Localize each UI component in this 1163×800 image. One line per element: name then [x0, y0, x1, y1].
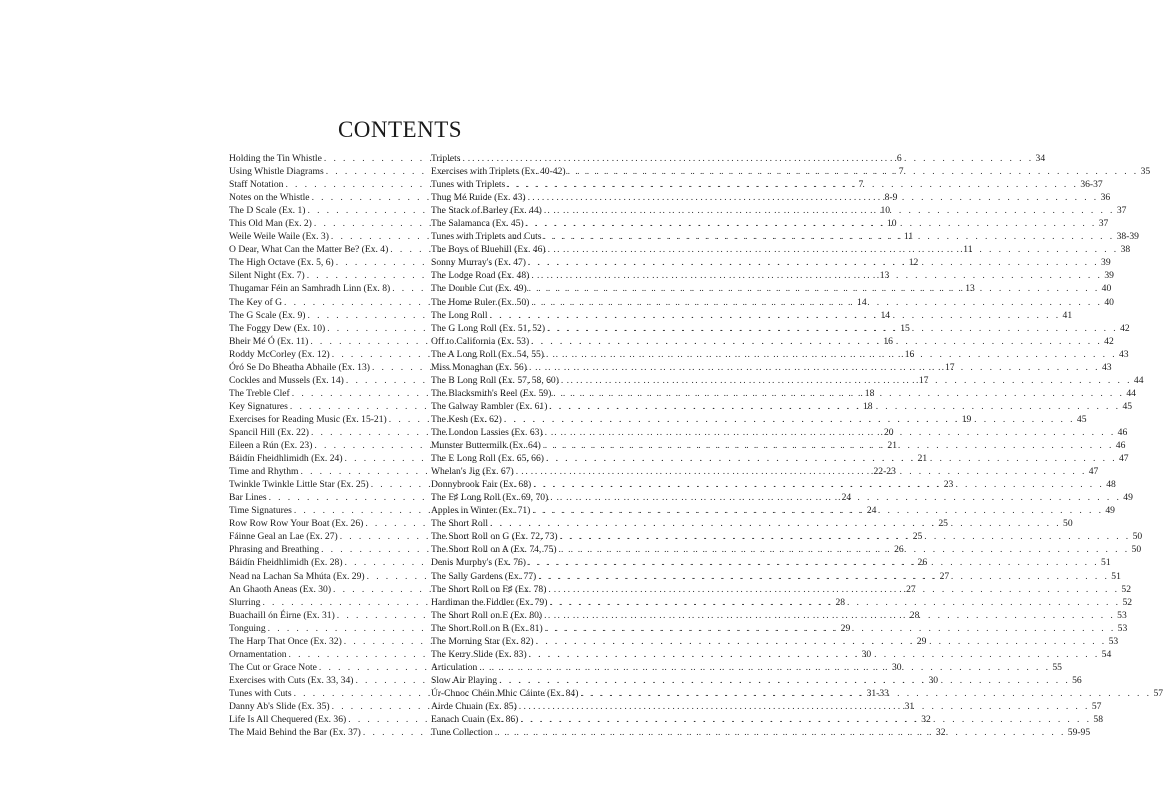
toc-entry-page: 51: [1111, 570, 1121, 582]
toc-entry-page: 24: [866, 505, 877, 517]
toc-entry-page: 26: [917, 557, 928, 569]
toc-entry-page: 29: [840, 622, 851, 634]
dot-leader: [526, 217, 1097, 230]
toc-entry-title: Tunes with Cuts: [229, 687, 292, 699]
toc-entry-page: 37: [1098, 218, 1109, 230]
toc-entry-title: The Harp That Once (Ex. 32): [229, 635, 342, 647]
toc-entry-page: 39: [1104, 270, 1114, 282]
dot-leader: [528, 191, 1099, 204]
dot-leader: [490, 309, 1061, 322]
toc-entry-page: 20: [883, 426, 894, 438]
toc-entry-title: The Foggy Dew (Ex. 10): [229, 322, 326, 334]
toc-entry-title: Weile Weile Waile (Ex. 3): [229, 231, 329, 243]
toc-entry: [431, 152, 1046, 165]
toc-entry-page: 14: [857, 296, 867, 308]
toc-entry-title: Airde Chuain (Ex. 85): [431, 700, 517, 712]
toc-entry-page: 22-23: [873, 466, 896, 478]
toc-entry-title: Exercises with Cuts (Ex. 33, 34): [229, 674, 354, 686]
toc-entry-page: 16: [883, 335, 893, 347]
toc-entry-page: 47: [1088, 466, 1099, 478]
toc-entry-title: Miss Monaghan (Ex. 56): [431, 361, 527, 373]
dot-leader: [548, 583, 1119, 596]
dot-leader: [519, 700, 1090, 713]
toc-entry-page: 36: [1100, 192, 1111, 204]
toc-entry-page: 21: [917, 453, 928, 465]
dot-leader: [580, 687, 1151, 700]
toc-entry-title: The Boys of Bluehill (Ex. 46): [431, 244, 546, 256]
toc-entry-page: 10: [880, 205, 891, 217]
dot-leader: [547, 322, 1118, 335]
toc-entry-page: 21: [887, 440, 897, 452]
toc-entry-page: 53: [1117, 609, 1127, 621]
dot-leader: [561, 374, 1132, 387]
toc-entry-page: 39: [1101, 257, 1111, 269]
toc-entry-title: Nead na Lachan Sa Mhúta (Ex. 29): [229, 570, 365, 582]
toc-entry-title: Buachaill ón Éirne (Ex. 31): [229, 609, 335, 621]
toc-entry-title: Sonny Murray's (Ex. 47): [431, 257, 526, 269]
toc-entry-title: The E Long Roll (Ex. 65, 66): [431, 453, 544, 465]
toc-entry-title: The Cut or Grace Note: [229, 661, 317, 673]
toc-entry-page: 12: [908, 257, 919, 269]
toc-entry-page: 49: [1105, 505, 1115, 517]
toc-entry-page: 52: [1121, 583, 1131, 595]
toc-entry-page: 25: [912, 531, 923, 543]
toc-entry-page: 14: [880, 309, 891, 321]
toc-entry-title: Twinkle Twinkle Little Star (Ex. 25): [229, 479, 369, 491]
toc-entry-title: Tunes with Triplets: [431, 179, 506, 191]
dot-leader: [544, 609, 1115, 622]
dot-leader: [507, 178, 1078, 191]
toc-entry-page: 35: [1140, 166, 1151, 178]
dot-leader: [560, 530, 1131, 543]
toc-entry-page: 42: [1120, 322, 1130, 334]
dot-leader: [495, 726, 1066, 739]
toc-entry-page: 55: [1052, 661, 1062, 673]
toc-entry-page: 37: [1116, 205, 1127, 217]
toc-entry-title: Ornamentation: [229, 648, 287, 660]
toc-entry-title: Cockles and Mussels (Ex. 14): [229, 374, 344, 386]
dot-leader: [531, 269, 1102, 282]
toc-entry-page: 18: [864, 387, 875, 399]
dot-leader: [490, 517, 1061, 530]
toc-entry-title: Bheir Mé Ó (Ex. 11): [229, 335, 309, 347]
toc-entry-title: The Home Ruler (Ex. 50): [431, 296, 530, 308]
toc-entry-title: Denis Murphy's (Ex. 76): [431, 557, 526, 569]
toc-entry-title: Úr-Chnoc Chéin Mhic Cáinte (Ex. 84): [431, 687, 579, 699]
toc-entry-title: Donnybrook Fair (Ex. 68): [431, 479, 532, 491]
dot-leader: [543, 439, 1114, 452]
dot-leader: [504, 413, 1075, 426]
dot-leader: [550, 491, 1121, 504]
dot-leader: [549, 400, 1120, 413]
toc-entry-title: Tune Collection: [431, 727, 493, 739]
toc-entry-title: The Blacksmith's Reel (Ex. 59): [431, 387, 552, 399]
toc-entry-title: Exercises for Reading Music (Ex. 15-21): [229, 413, 387, 425]
toc-entry-title: The G Scale (Ex. 9): [229, 309, 306, 321]
toc-entry-page: 10: [886, 218, 897, 230]
toc-entry-page: 7: [898, 166, 904, 178]
toc-entry-page: 40: [1101, 283, 1112, 295]
dot-leader: [520, 713, 1091, 726]
toc-entry-page: 11: [903, 231, 914, 243]
dot-leader: [463, 152, 1034, 165]
toc-entry-page: 43: [1101, 361, 1112, 373]
toc-entry-title: Apples in Winter (Ex. 71): [431, 505, 531, 517]
toc-entry-page: 27: [906, 583, 916, 595]
toc-entry-title: Staff Notation: [229, 179, 284, 191]
toc-entry-title: The Galway Rambler (Ex. 61): [431, 400, 548, 412]
toc-entry-page: 53: [1117, 622, 1128, 634]
toc-entry-title: Eanach Cuain (Ex. 86): [431, 714, 519, 726]
toc-entry-title: Row Row Row Your Boat (Ex. 26): [229, 518, 364, 530]
toc-entry: [431, 322, 1130, 335]
toc-entry-title: Time Signatures: [229, 505, 292, 517]
toc-entry-title: Triplets: [431, 153, 461, 164]
toc-entry-page: 15: [900, 322, 910, 334]
toc-entry-title: The B Long Roll (Ex. 57, 58, 60): [431, 374, 559, 386]
toc-entry-page: 32: [935, 727, 946, 739]
dot-leader: [568, 165, 1139, 178]
toc-entry-title: This Old Man (Ex. 2): [229, 218, 312, 230]
toc-entry-page: 46: [1115, 440, 1126, 452]
toc-entry-page: 49: [1123, 492, 1133, 504]
toc-entry-page: 13: [965, 283, 975, 295]
toc-entry-title: The F♯ Long Roll (Ex. 69, 70): [431, 492, 549, 504]
toc-entry-page: 48: [1106, 479, 1116, 491]
toc-entry-page: 17: [918, 374, 929, 386]
dot-leader: [532, 504, 1103, 517]
toc-entry-title: The G Long Roll (Ex. 51, 52): [431, 322, 546, 334]
toc-entry-title: Fáinne Geal an Lae (Ex. 27): [229, 531, 338, 543]
toc-entry-page: 50: [1063, 518, 1073, 530]
toc-entry: [431, 165, 1151, 178]
toc-entry-page: 30: [891, 661, 902, 673]
dot-leader: [531, 335, 1102, 348]
toc-entry-title: The Salamanca (Ex. 45): [431, 218, 524, 230]
toc-entry-title: The Kesh (Ex. 62): [431, 413, 502, 425]
toc-entry-page: 46: [1117, 426, 1128, 438]
toc-entry-page: 13: [879, 270, 890, 282]
dot-leader: [545, 426, 1116, 439]
toc-entry-page: 11: [963, 244, 973, 256]
toc-entry-title: Munster Buttermilk (Ex. 64): [431, 440, 541, 452]
toc-entry-title: The Maid Behind the Bar (Ex. 37): [229, 727, 361, 739]
toc-entry-title: The Lodge Road (Ex. 48): [431, 270, 530, 282]
toc-entry-page: 17: [944, 361, 955, 373]
toc-entry-title: Whelan's Jig (Ex. 67): [431, 466, 514, 478]
toc-entry-page: 32: [921, 714, 931, 726]
toc-entry-title: Slurring: [229, 596, 261, 608]
toc-entry-title: Roddy McCorley (Ex. 12): [229, 348, 330, 360]
toc-entry-title: Danny Ab's Slide (Ex. 35): [229, 700, 330, 712]
toc-entry-title: Silent Night (Ex. 7): [229, 270, 305, 282]
page-title: CONTENTS: [337, 117, 463, 142]
toc-entry-page: 8-9: [884, 192, 898, 204]
toc-entry-page: 57: [1091, 700, 1102, 712]
toc-entry-title: Spancil Hill (Ex. 22): [229, 426, 309, 438]
toc-entry-page: 6: [896, 153, 902, 164]
toc-entry-page: 18: [862, 400, 873, 412]
toc-entry-page: 50: [1131, 544, 1142, 556]
toc-entry-page: 31-33: [866, 687, 889, 699]
toc-entry-page: 27: [939, 570, 950, 582]
toc-entry-title: The High Octave (Ex. 5, 6): [229, 257, 334, 269]
toc-entry-page: 40: [1104, 296, 1114, 308]
dot-leader: [499, 674, 1070, 687]
toc-entry-title: Using Whistle Diagrams: [229, 166, 324, 178]
dot-leader: [529, 361, 1100, 374]
toc-entry-page: 56: [1072, 674, 1082, 686]
dot-leader: [479, 661, 1050, 674]
toc-entry-page: 16: [904, 348, 915, 360]
toc-entry-title: O Dear, What Can the Matter Be? (Ex. 4): [229, 244, 389, 256]
toc-entry-title: Hardiman the Fiddler (Ex. 79): [431, 596, 548, 608]
dot-leader: [529, 648, 1100, 661]
toc-entry-page: 19: [961, 413, 972, 425]
toc-entry-page: 53: [1108, 635, 1119, 647]
toc-entry-page: 23: [943, 479, 954, 491]
toc-entry-page: 30: [928, 674, 939, 686]
dot-leader: [553, 387, 1124, 400]
toc-entry-title: Time and Rhythm: [229, 466, 299, 478]
toc-entry-title: An Ghaoth Aneas (Ex. 30): [229, 583, 332, 595]
toc-entry-title: Eileen a Rún (Ex. 23): [229, 440, 313, 452]
toc-entry-title: Key Signatures: [229, 400, 288, 412]
toc-entry-page: 59-95: [1067, 727, 1091, 739]
dot-leader: [536, 635, 1107, 648]
toc-entry-title: The Morning Star (Ex. 82): [431, 635, 534, 647]
toc-entry-title: The Key of G: [229, 296, 283, 308]
toc-entry: [431, 178, 1103, 191]
toc-entry-page: 28: [909, 609, 920, 621]
dot-leader: [528, 556, 1099, 569]
toc-entry-page: 50: [1132, 531, 1143, 543]
toc-entry-page: 25: [938, 518, 948, 530]
toc-entry-title: The A Long Roll (Ex. 54, 55): [431, 348, 544, 360]
dot-leader: [548, 243, 1119, 256]
toc-entry-page: 36-37: [1080, 179, 1103, 191]
toc-entry-title: Articulation: [431, 661, 478, 673]
toc-entry-title: The Sally Gardens (Ex. 77): [431, 570, 537, 582]
toc-entry-title: The Short Roll on G (Ex. 72, 73): [431, 531, 558, 543]
dot-leader: [549, 596, 1120, 609]
toc-entry-page: 7: [858, 179, 864, 191]
toc-entry-page: 42: [1104, 335, 1114, 347]
toc-entry-title: Tonguing: [229, 622, 266, 634]
toc-entry-title: The Short Roll on B (Ex. 81): [431, 622, 543, 634]
toc-entry-title: Notes on the Whistle: [229, 192, 310, 204]
toc-entry-title: Life Is All Chequered (Ex. 36): [229, 714, 347, 726]
toc-entry-title: Thug Mé Ruide (Ex. 43): [431, 192, 526, 204]
dot-leader: [546, 348, 1117, 361]
toc-entry-page: 44: [1133, 374, 1144, 386]
toc-entry-page: 54: [1101, 648, 1112, 660]
toc-entry-page: 51: [1101, 557, 1111, 569]
toc-entry-title: Báidín Fheidhlimidh (Ex. 24): [229, 453, 343, 465]
toc-entry-title: The Long Roll: [431, 309, 488, 321]
toc-entry-page: 47: [1119, 453, 1129, 465]
toc-entry-title: The Short Roll: [431, 518, 489, 530]
toc-entry-page: 45: [1122, 400, 1133, 412]
toc-entry-title: Bar Lines: [229, 492, 267, 504]
dot-leader: [533, 478, 1104, 491]
toc-entry-page: 52: [1122, 596, 1133, 608]
dot-leader: [538, 570, 1109, 583]
toc-entry-title: The Short Roll on E (Ex. 80): [431, 609, 543, 621]
toc-entry-page: 30: [861, 648, 872, 660]
toc-entry-page: 26: [894, 544, 904, 556]
toc-entry-page: 41: [1062, 309, 1073, 321]
toc-entry-page: 45: [1076, 413, 1087, 425]
toc-entry-page: 29: [916, 635, 927, 647]
toc-entry-title: Slow Air Playing: [431, 674, 498, 686]
dot-leader: [559, 543, 1130, 556]
toc-entry-page: 28: [835, 596, 846, 608]
toc-entry-page: 38: [1120, 244, 1131, 256]
toc-entry-page: 24: [841, 492, 852, 504]
toc-entry-title: Exercises with Triplets (Ex. 40-42): [431, 166, 566, 178]
dot-leader: [545, 622, 1116, 635]
toc-entry-title: The Stack of Barley (Ex. 44): [431, 205, 542, 217]
dot-leader: [529, 282, 1100, 295]
toc-entry-title: Tunes with Triplets and Cuts: [431, 231, 542, 243]
toc-entry-title: Thugamar Féin an Samhradh Linn (Ex. 8): [229, 283, 391, 295]
toc-entry-page: 57: [1153, 687, 1163, 699]
dot-leader: [531, 296, 1102, 309]
toc-entry-title: The London Lassies (Ex. 63): [431, 426, 543, 438]
dot-leader: [544, 230, 1115, 243]
toc-entry-page: 43: [1119, 348, 1129, 360]
toc-entry-page: 58: [1093, 714, 1103, 726]
toc-entry-title: The D Scale (Ex. 1): [229, 205, 306, 217]
toc-entry-title: Phrasing and Breathing: [229, 544, 320, 556]
toc-entry-page: 44: [1126, 387, 1136, 399]
toc-entry-page: 34: [1035, 153, 1046, 164]
toc-entry-title: The Kerry Slide (Ex. 83): [431, 648, 527, 660]
toc-entry-page: 38-39: [1116, 231, 1139, 243]
toc-entry-title: Holding the Tin Whistle: [229, 153, 322, 164]
dot-leader: [528, 256, 1099, 269]
toc-entry-title: Báidín Fheidhlimidh (Ex. 28): [229, 557, 343, 569]
dot-leader: [544, 204, 1115, 217]
dot-leader: [516, 465, 1087, 478]
toc-entry-page: 31: [904, 700, 915, 712]
toc-entry-title: Óró Se Do Bheatha Abhaile (Ex. 13): [229, 361, 370, 373]
toc-entry-title: The Short Roll on A (Ex. 74, 75): [431, 544, 557, 556]
toc-entry-title: The Short Roll on F♯ (Ex. 78): [431, 583, 547, 595]
toc-entry-title: Off to California (Ex. 53): [431, 335, 530, 347]
dot-leader: [546, 452, 1117, 465]
toc-entry-title: The Treble Clef: [229, 387, 290, 399]
toc-entry-title: The Double Cut (Ex. 49): [431, 283, 527, 295]
